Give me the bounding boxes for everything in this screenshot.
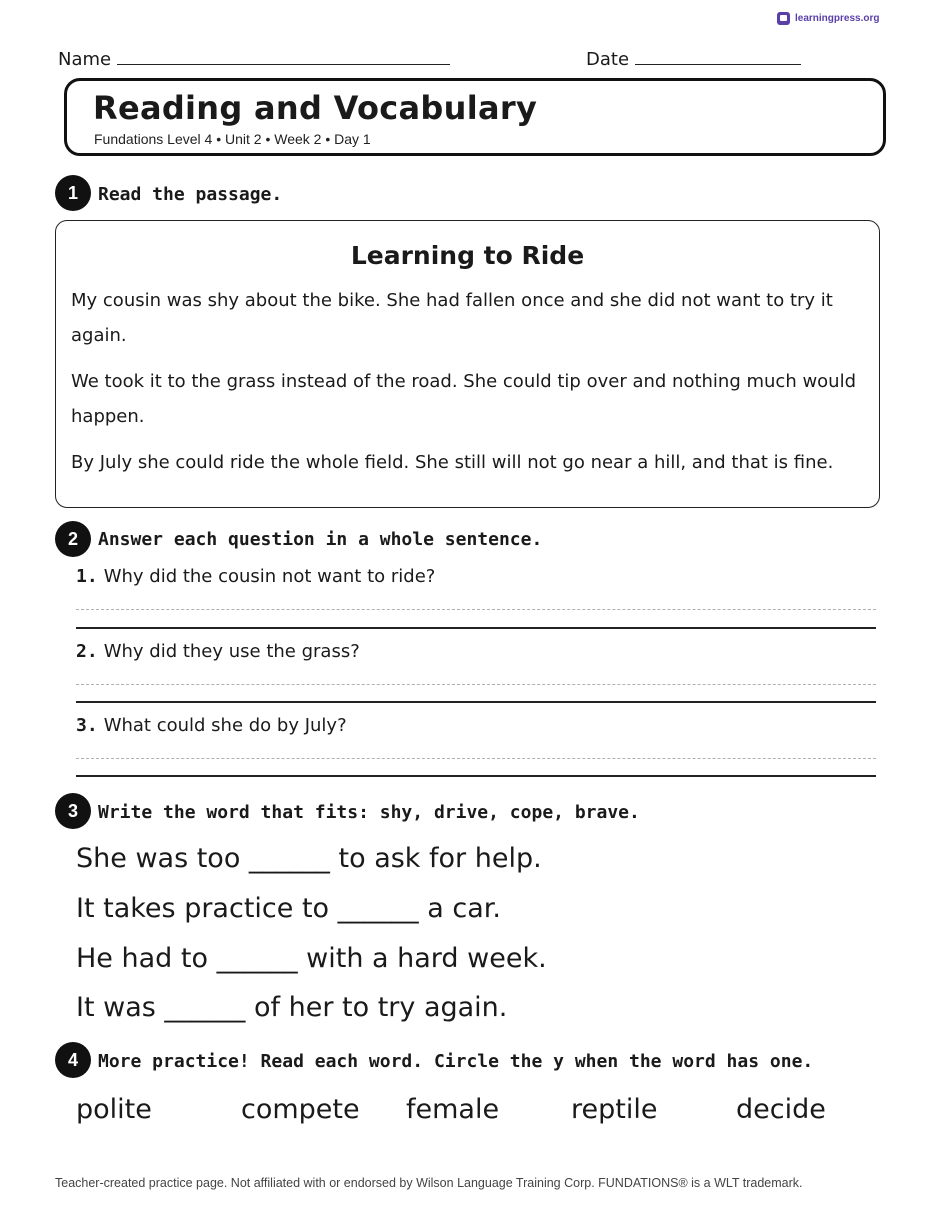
answer-line-2[interactable] xyxy=(76,701,876,703)
question-number: 2. xyxy=(76,641,98,662)
page-subtitle: Fundations Level 4 • Unit 2 • Week 2 • Day 1 xyxy=(94,131,371,147)
date-blank[interactable] xyxy=(635,46,801,65)
name-label: Name xyxy=(58,49,112,70)
question-number: 3. xyxy=(76,715,98,736)
section-label-3: Write the word that fits: shy, drive, cope, brave. xyxy=(98,802,640,823)
fill-in-sentence-1[interactable]: She was too ______ to ask for help. xyxy=(76,843,542,874)
answer-line-1[interactable] xyxy=(76,627,876,629)
title-box xyxy=(64,78,886,156)
fill-in-sentence-3[interactable]: He had to ______ with a hard week. xyxy=(76,943,547,974)
question-3 xyxy=(76,715,347,736)
question-text: Why did the cousin not want to ride? xyxy=(103,566,436,587)
question-1 xyxy=(76,566,435,587)
section-badge-2: 2 xyxy=(55,521,91,557)
fill-in-sentence-2[interactable]: It takes practice to ______ a car. xyxy=(76,893,501,924)
practice-word[interactable]: polite xyxy=(76,1094,152,1125)
fill-in-sentence-4[interactable]: It was ______ of her to try again. xyxy=(76,992,508,1023)
date-label: Date xyxy=(586,49,630,70)
section-badge-1: 1 xyxy=(55,175,91,211)
question-text: Why did they use the grass? xyxy=(103,641,360,662)
passage-paragraph: We took it to the grass instead of the road. She could tip over and nothing much would happen. xyxy=(71,371,857,427)
passage-title: Learning to Ride xyxy=(350,241,585,270)
question-number: 1. xyxy=(76,566,98,587)
practice-word[interactable]: compete xyxy=(241,1094,360,1125)
practice-word[interactable]: decide xyxy=(736,1094,826,1125)
answer-guide-line xyxy=(76,609,876,610)
answer-guide-line xyxy=(76,684,876,685)
passage-paragraph: By July she could ride the whole field. She still will not go near a hill, and that is fine. xyxy=(71,452,834,473)
answer-line-3[interactable] xyxy=(76,775,876,777)
practice-word[interactable]: reptile xyxy=(571,1094,658,1125)
book-icon xyxy=(777,12,790,25)
brand-text: learningpress.org xyxy=(795,13,880,24)
question-text: What could she do by July? xyxy=(103,715,347,736)
practice-word[interactable]: female xyxy=(406,1094,500,1125)
name-blank[interactable] xyxy=(117,46,450,65)
brand-link[interactable] xyxy=(777,12,879,25)
passage-paragraph: My cousin was shy about the bike. She had fallen once and she did not want to try it again. xyxy=(71,290,833,346)
name-field[interactable] xyxy=(58,46,450,70)
question-2 xyxy=(76,641,360,662)
page-title: Reading and Vocabulary xyxy=(93,89,538,127)
footer-disclaimer: Teacher-created practice page. Not affiliated with or endorsed by Wilson Language Training Corp. FUNDATIONS® is a WLT trademark. xyxy=(55,1176,803,1190)
section-label-1: Read the passage. xyxy=(98,184,283,205)
section-badge-3: 3 xyxy=(55,793,91,829)
section-label-4: More practice! Read each word. Circle the y when the word has one. xyxy=(98,1051,814,1072)
section-badge-4: 4 xyxy=(55,1042,91,1078)
date-field[interactable] xyxy=(586,46,801,70)
answer-guide-line xyxy=(76,758,876,759)
passage-box xyxy=(55,220,880,508)
section-label-2: Answer each question in a whole sentence. xyxy=(98,529,543,550)
